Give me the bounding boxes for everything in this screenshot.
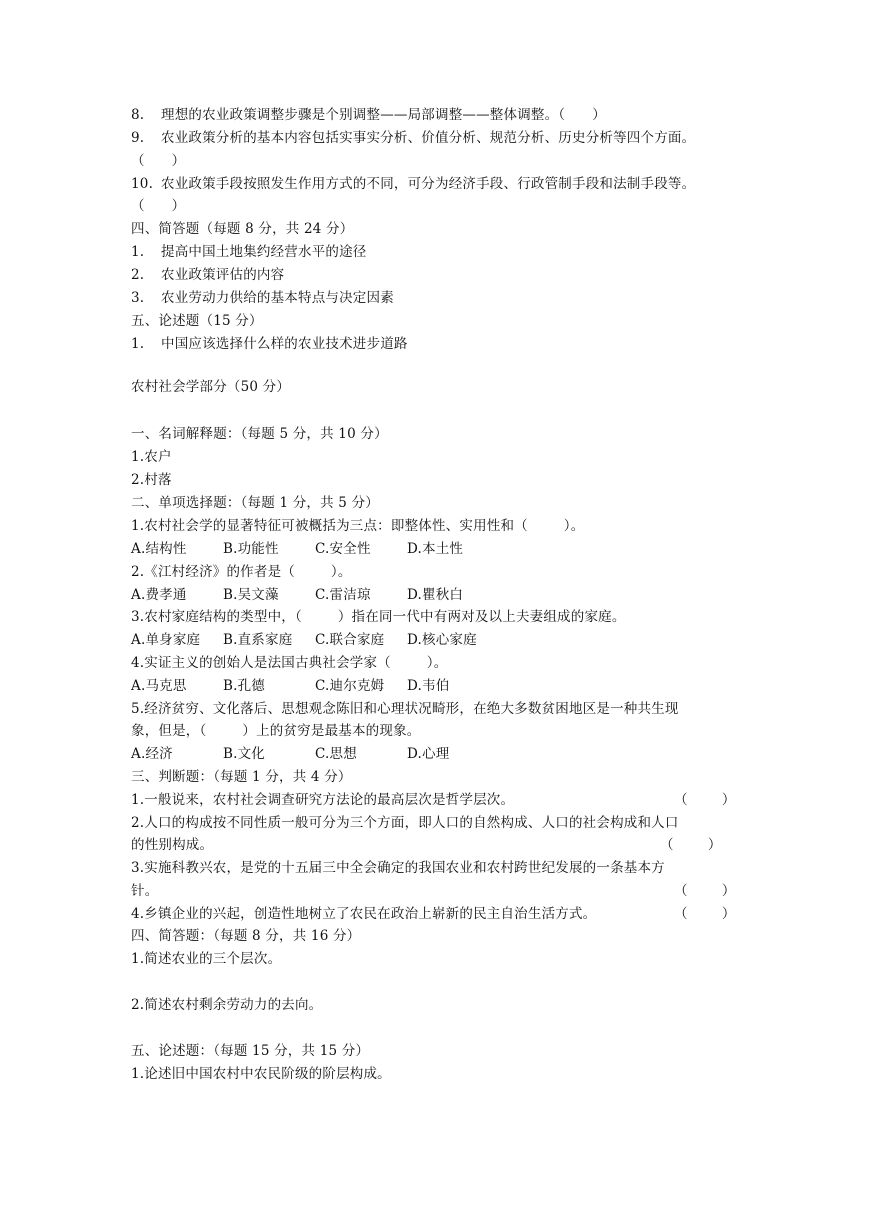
option: C.雷洁琼 (315, 587, 371, 603)
soc-essay-item-1: 1.论述旧中国农村中农民阶级的阶层构成。 (131, 1066, 391, 1082)
judge-item-9 (131, 129, 695, 147)
item-text: 提高中国土地集约经营水平的途径 (161, 244, 367, 260)
tf-answer-blank-1: （ ） (674, 792, 736, 808)
policy-essay-item-1 (131, 335, 408, 353)
mc-options-2 (131, 586, 499, 604)
mc-question-2: 2.《江村经济》的作者是（ ）。 (131, 564, 352, 580)
option: D.本土性 (407, 541, 464, 557)
mc-question-4: 4.实证主义的创始人是法国古典社会学家（ ）。 (131, 655, 448, 671)
mc-options-4 (131, 677, 499, 695)
tf-item-4: 4.乡镇企业的兴起，创造性地树立了农民在政治上崭新的民主自治生活方式。 (131, 906, 597, 922)
judge-item-9-answer: （ ） (131, 153, 186, 169)
tf-item-3-cont: 针。 (131, 883, 159, 899)
option: C.安全性 (315, 541, 371, 557)
option: C.联合家庭 (315, 632, 385, 648)
term-1: 1.农户 (131, 449, 172, 465)
item-number: 8. (131, 107, 145, 123)
tf-answer-blank-2: （ ） (660, 837, 722, 853)
mc-heading: 二、单项选择题：（每题 1 分，共 5 分） (131, 495, 379, 511)
option: C.迪尔克姆 (315, 678, 385, 694)
item-text: 农业政策评估的内容 (161, 267, 285, 283)
judge-item-8 (131, 106, 606, 124)
option: D.核心家庭 (407, 632, 477, 648)
item-text: 农业政策分析的基本内容包括实事实分析、价值分析、规范分析、历史分析等四个方面。 (161, 130, 696, 146)
item-number: 2. (131, 267, 145, 283)
policy-short-item-2 (131, 266, 284, 284)
tf-item-3: 3.实施科教兴农，是党的十五届三中全会确定的我国农业和农村跨世纪发展的一条基本方 (131, 860, 665, 876)
option: B.直系家庭 (223, 632, 293, 648)
mc-question-5-cont: 象，但是，（ ）上的贫穷是最基本的现象。 (131, 723, 421, 739)
policy-short-item-1 (131, 243, 367, 261)
item-number: 3. (131, 290, 145, 306)
option: A.费孝通 (131, 587, 187, 603)
sociology-part-title: 农村社会学部分（50 分） (131, 379, 291, 395)
soc-short-item-1: 1.简述农业的三个层次。 (131, 951, 282, 967)
item-text: 理想的农业政策调整步骤是个别调整——局部调整——整体调整。（ ） (161, 107, 606, 123)
mc-options-5 (131, 745, 499, 763)
mc-options-3 (131, 631, 499, 649)
judge-item-10 (131, 175, 695, 193)
policy-short-heading: 四、简答题（每题 8 分，共 24 分） (131, 221, 354, 237)
policy-short-item-3 (131, 289, 394, 307)
tf-item-2: 2.人口的构成按不同性质一般可分为三个方面，即人口的自然构成、人口的社会构成和人口 (131, 815, 679, 831)
tf-item-2-cont: 的性别构成。 (131, 837, 214, 853)
mc-question-5: 5.经济贫穷、文化落后、思想观念陈旧和心理状况畸形，在绝大多数贫困地区是一种共生现 (131, 701, 679, 717)
option: C.思想 (315, 746, 357, 762)
mc-options-1 (131, 540, 499, 558)
item-number: 9. (131, 130, 145, 146)
tf-heading: 三、判断题：（每题 1 分，共 4 分） (131, 769, 352, 785)
soc-short-heading: 四、简答题：（每题 8 分，共 16 分） (131, 928, 361, 944)
option: D.心理 (407, 746, 450, 762)
soc-short-item-2: 2.简述农村剩余劳动力的去向。 (131, 997, 323, 1013)
option: D.韦伯 (407, 678, 450, 694)
judge-item-10-answer: （ ） (131, 198, 186, 214)
item-number: 1. (131, 336, 145, 352)
soc-essay-heading: 五、论述题：（每题 15 分，共 15 分） (131, 1043, 370, 1059)
item-text: 中国应该选择什么样的农业技术进步道路 (161, 336, 408, 352)
mc-question-1: 1.农村社会学的显著特征可被概括为三点：即整体性、实用性和（ ）。 (131, 518, 585, 534)
tf-answer-blank-3: （ ） (674, 883, 736, 899)
tf-answer-blank-4: （ ） (674, 906, 736, 922)
item-number: 10. (131, 176, 154, 192)
terms-heading: 一、名词解释题：（每题 5 分，共 10 分） (131, 426, 388, 442)
item-text: 农业劳动力供给的基本特点与决定因素 (161, 290, 394, 306)
term-2: 2.村落 (131, 472, 172, 488)
mc-question-3: 3.农村家庭结构的类型中，（ ）指在同一代中有两对及以上夫妻组成的家庭。 (131, 609, 626, 625)
option: B.孔德 (223, 678, 266, 694)
option: B.文化 (223, 746, 266, 762)
option: A.单身家庭 (131, 632, 201, 648)
option: A.马克思 (131, 678, 187, 694)
item-text: 农业政策手段按照发生作用方式的不同，可分为经济手段、行政管制手段和法制手段等。 (161, 176, 696, 192)
tf-item-1: 1.一般说来，农村社会调查研究方法论的最高层次是哲学层次。 (131, 792, 515, 808)
policy-essay-heading: 五、论述题（15 分） (131, 313, 263, 329)
item-number: 1. (131, 244, 145, 260)
option: A.经济 (131, 746, 173, 762)
option: A.结构性 (131, 541, 187, 557)
option: B.吴文藻 (223, 587, 279, 603)
option: D.瞿秋白 (407, 587, 464, 603)
option: B.功能性 (223, 541, 279, 557)
